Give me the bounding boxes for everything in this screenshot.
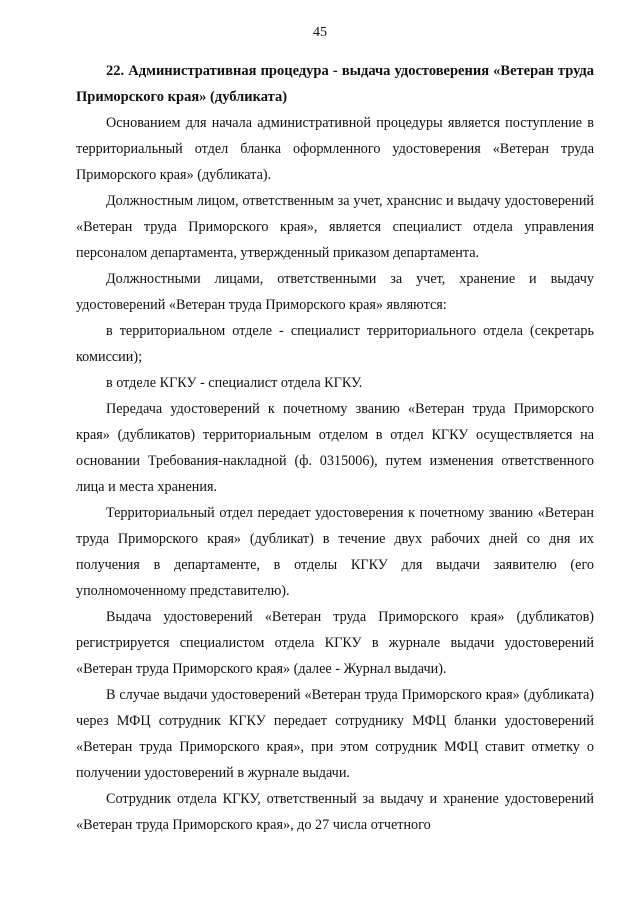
paragraph: Должностным лицом, ответственным за учет, хранснис и выдачу удостоверений «Ветеран труда Приморского края», является специалист отдела управления персоналом департамента, утвержденный приказом департамента. (76, 193, 594, 261)
paragraph: в территориальном отделе - специалист территориального отдела (секретарь комиссии); (76, 323, 594, 365)
paragraph: Должностными лицами, ответственными за учет, хранение и выдачу удостоверений «Ветеран труда Приморского края» являются: (76, 271, 594, 313)
paragraph: Основанием для начала административной процедуры является поступление в территориальный отдел бланка оформленного удостоверения «Ветеран труда Приморского края» (дубликата). (76, 115, 594, 183)
paragraph: В случае выдачи удостоверений «Ветеран труда Приморского края» (дубликата) через МФЦ сотрудник КГКУ передает сотруднику МФЦ бланки удостоверений «Ветеран труда Приморского края», при этом сотрудник МФЦ ставит отметку о получении удостоверений в журнале выдачи. (76, 687, 594, 781)
paragraph: Территориальный отдел передает удостоверения к почетному званию «Ветеран труда Приморского края» (дубликат) в течение двух рабочих дней со дня их получения в департаменте, в отделы КГКУ для выдачи заявителю (его уполномоченному представителю). (76, 505, 594, 599)
section-heading: 22. Административная процедура - выдача удостоверения «Ветеран труда Приморского края» (дубликата) (76, 63, 594, 105)
paragraph: Сотрудник отдела КГКУ, ответственный за выдачу и хранение удостоверений «Ветеран труда Приморского края», до 27 числа отчетного (76, 791, 594, 833)
paragraph: в отделе КГКУ - специалист отдела КГКУ. (106, 375, 363, 391)
document-body (76, 58, 594, 838)
page-number: 45 (313, 25, 327, 40)
paragraph: Передача удостоверений к почетному званию «Ветеран труда Приморского края» (дубликатов) территориальным отделом в отдел КГКУ осуществляется на основании Требования-накладной (ф. 0315006), путем изменения ответственного лица и места хранения. (76, 401, 594, 495)
paragraph: Выдача удостоверений «Ветеран труда Приморского края» (дубликатов) регистрируется специалистом отдела КГКУ в журнале выдачи удостоверений «Ветеран труда Приморского края» (далее - Журнал выдачи). (76, 609, 594, 677)
